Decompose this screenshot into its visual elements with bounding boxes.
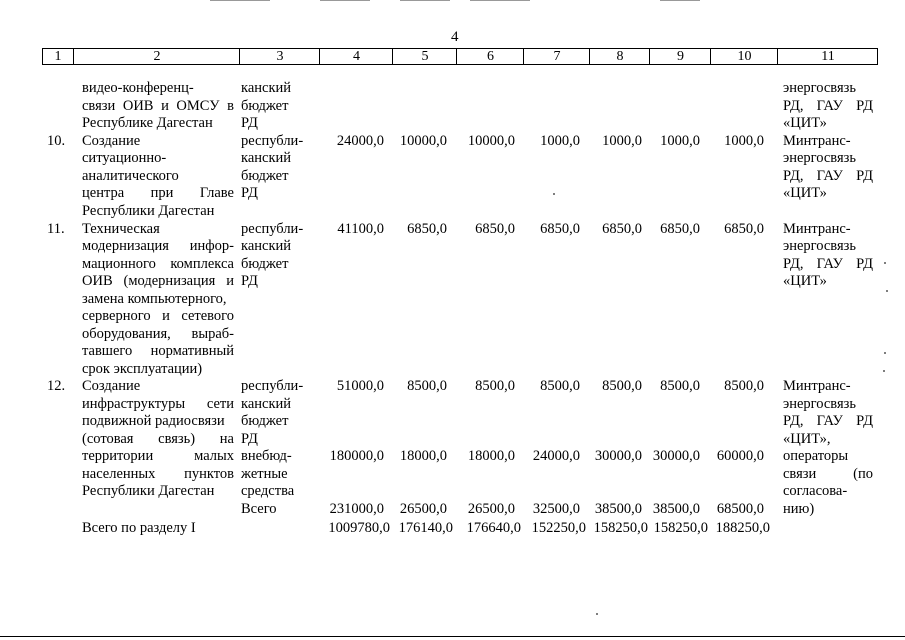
value-year: 6850,0 (724, 221, 764, 237)
col-header: 5 (392, 49, 457, 64)
value-year: 1000,0 (660, 133, 700, 149)
scan-artifact (660, 0, 700, 1)
value-year: 38500,0 (652, 501, 700, 517)
value-total: 51000,0 (336, 378, 384, 394)
value-year: 30000,0 (652, 448, 700, 464)
col-header: 7 (523, 49, 590, 64)
value-year: 8500,0 (602, 378, 642, 394)
col-header: 4 (319, 49, 393, 64)
value-year: 10000,0 (399, 133, 447, 149)
scan-artifact (470, 0, 530, 1)
value-year: 152250,0 (531, 520, 586, 536)
value-year: 24000,0 (532, 448, 580, 464)
value-year: 176640,0 (466, 520, 521, 536)
value-year: 6850,0 (475, 221, 515, 237)
value-year: 188250,0 (715, 520, 770, 536)
value-year: 6850,0 (660, 221, 700, 237)
value-year: 1000,0 (724, 133, 764, 149)
col-header: 10 (710, 49, 778, 64)
scan-speck (886, 290, 888, 292)
value-year: 10000,0 (467, 133, 515, 149)
value-total: 41100,0 (337, 221, 384, 237)
value-year: 26500,0 (467, 501, 515, 517)
scan-artifact (400, 0, 450, 1)
value-year: 8500,0 (724, 378, 764, 394)
value-year: 26500,0 (399, 501, 447, 517)
scan-artifact (320, 0, 370, 1)
value-year: 6850,0 (602, 221, 642, 237)
value-year: 38500,0 (594, 501, 642, 517)
value-year: 60000,0 (716, 448, 764, 464)
value-year: 30000,0 (594, 448, 642, 464)
value-year: 1000,0 (602, 133, 642, 149)
value-year: 1000,0 (540, 133, 580, 149)
value-year: 18000,0 (467, 448, 515, 464)
value-total: 180000,0 (329, 448, 384, 464)
row-number: 12. (47, 378, 66, 394)
value-year: 6850,0 (540, 221, 580, 237)
row-number: 10. (47, 133, 66, 149)
scan-speck (883, 370, 885, 372)
value-year: 6850,0 (407, 221, 447, 237)
col-header: 11 (777, 49, 878, 64)
col-header: 3 (239, 49, 320, 64)
page-number: 4 (451, 29, 459, 45)
value-total: 1009780,0 (328, 520, 390, 536)
scan-speck (884, 352, 886, 354)
scan-artifact (210, 0, 270, 1)
scan-speck (596, 613, 598, 615)
value-year: 8500,0 (407, 378, 447, 394)
value-year: 18000,0 (399, 448, 447, 464)
col-header: 8 (589, 49, 650, 64)
col-header: 9 (649, 49, 711, 64)
col-header: 1 (54, 49, 62, 64)
value-year: 158250,0 (593, 520, 648, 536)
col-header: 2 (73, 49, 240, 64)
total-label: Всего (241, 501, 277, 517)
col-header: 6 (456, 49, 524, 64)
page-bottom-border (0, 636, 905, 637)
value-year: 32500,0 (532, 501, 580, 517)
value-year: 8500,0 (475, 378, 515, 394)
scan-speck (553, 193, 555, 195)
section-total-label: Всего по разделу I (82, 520, 196, 536)
value-year: 8500,0 (660, 378, 700, 394)
table-header-row (42, 48, 878, 65)
row-number: 11. (47, 221, 65, 237)
value-total: 231000,0 (329, 501, 384, 517)
value-year: 158250,0 (653, 520, 708, 536)
value-year: 176140,0 (398, 520, 453, 536)
value-total: 24000,0 (336, 133, 384, 149)
value-year: 68500,0 (716, 501, 764, 517)
value-year: 8500,0 (540, 378, 580, 394)
scan-speck (884, 262, 886, 264)
